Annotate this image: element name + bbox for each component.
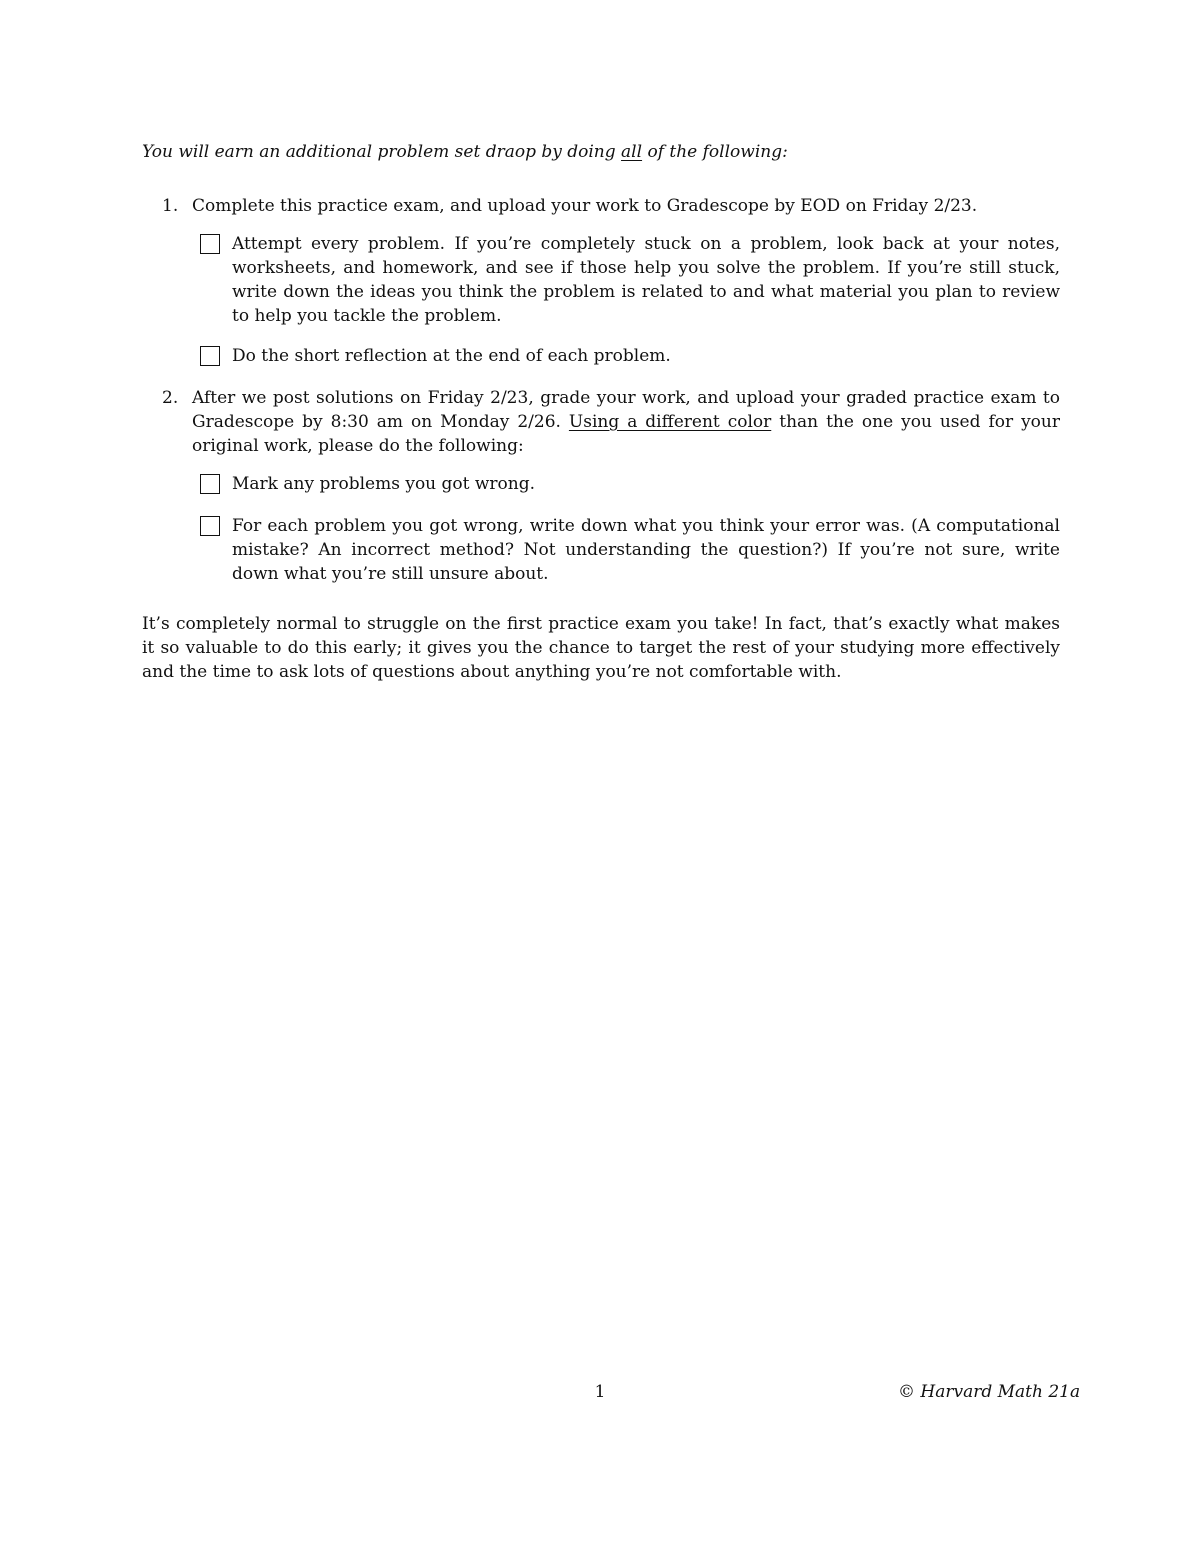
- step-1: [142, 194, 1060, 370]
- checklist-item: [192, 472, 1060, 498]
- step-text: [192, 386, 1060, 458]
- step-number: 1.: [162, 196, 179, 216]
- page-number: 1: [594, 1382, 606, 1402]
- step-text: Complete this practice exam, and upload your work to Gradescope by EOD on Friday 2/23.: [192, 196, 978, 216]
- copyright-notice: [898, 1380, 1081, 1404]
- copyright-icon: ©: [898, 1382, 915, 1402]
- checkbox[interactable]: [200, 516, 220, 536]
- checklist: [192, 232, 1060, 370]
- checkbox[interactable]: [200, 474, 220, 494]
- checkbox[interactable]: [200, 234, 220, 254]
- checklist: [192, 472, 1060, 586]
- step-text-after: than the one you used for your original work, please do the following:: [192, 412, 1060, 456]
- step-text-underlined: Using a different color: [568, 412, 772, 432]
- step-number: 2.: [162, 388, 179, 408]
- closing-paragraph: It’s completely normal to struggle on the first practice exam you take! In fact, that’s exactly what makes it so valuable to do this early; it gives you the chance to target the rest of your studying more effectively and the time to ask lots of questions about anything you’re not comfortable with.: [142, 614, 1060, 682]
- checkbox[interactable]: [200, 346, 220, 366]
- checklist-item: [192, 344, 1060, 370]
- checklist-item-text: Do the short reflection at the end of each problem.: [232, 346, 671, 366]
- intro-text: [142, 140, 1060, 164]
- checklist-item: [192, 232, 1060, 328]
- copyright-text: Harvard Math 21a: [920, 1382, 1081, 1402]
- intro-before: You will earn an additional problem set draop by doing: [142, 142, 622, 162]
- checklist-item-text: Mark any problems you got wrong.: [232, 474, 536, 494]
- step-2: [142, 386, 1060, 586]
- step-text-before: After we post solutions on Friday 2/23, grade your work, and upload your graded practice exam to Gradescope by 8:30 am on Monday 2/26.: [192, 388, 1060, 432]
- checklist-item: [192, 514, 1060, 586]
- intro-after: of the following:: [642, 142, 788, 162]
- document-body: [142, 140, 1060, 684]
- intro-emphasis: all: [621, 142, 643, 162]
- checklist-item-text: Attempt every problem. If you’re completely stuck on a problem, look back at your notes, worksheets, and homework, and see if those help you solve the problem. If you’re still stuck, write down the ideas you think the problem is related to and what material you plan to review to help you tackle the problem.: [232, 234, 1060, 326]
- steps-list: [142, 194, 1060, 586]
- checklist-item-text: For each problem you got wrong, write down what you think your error was. (A computational mistake? An incorrect method? Not understanding the question?) If you’re not sure, write down what you’re still unsure about.: [232, 516, 1060, 584]
